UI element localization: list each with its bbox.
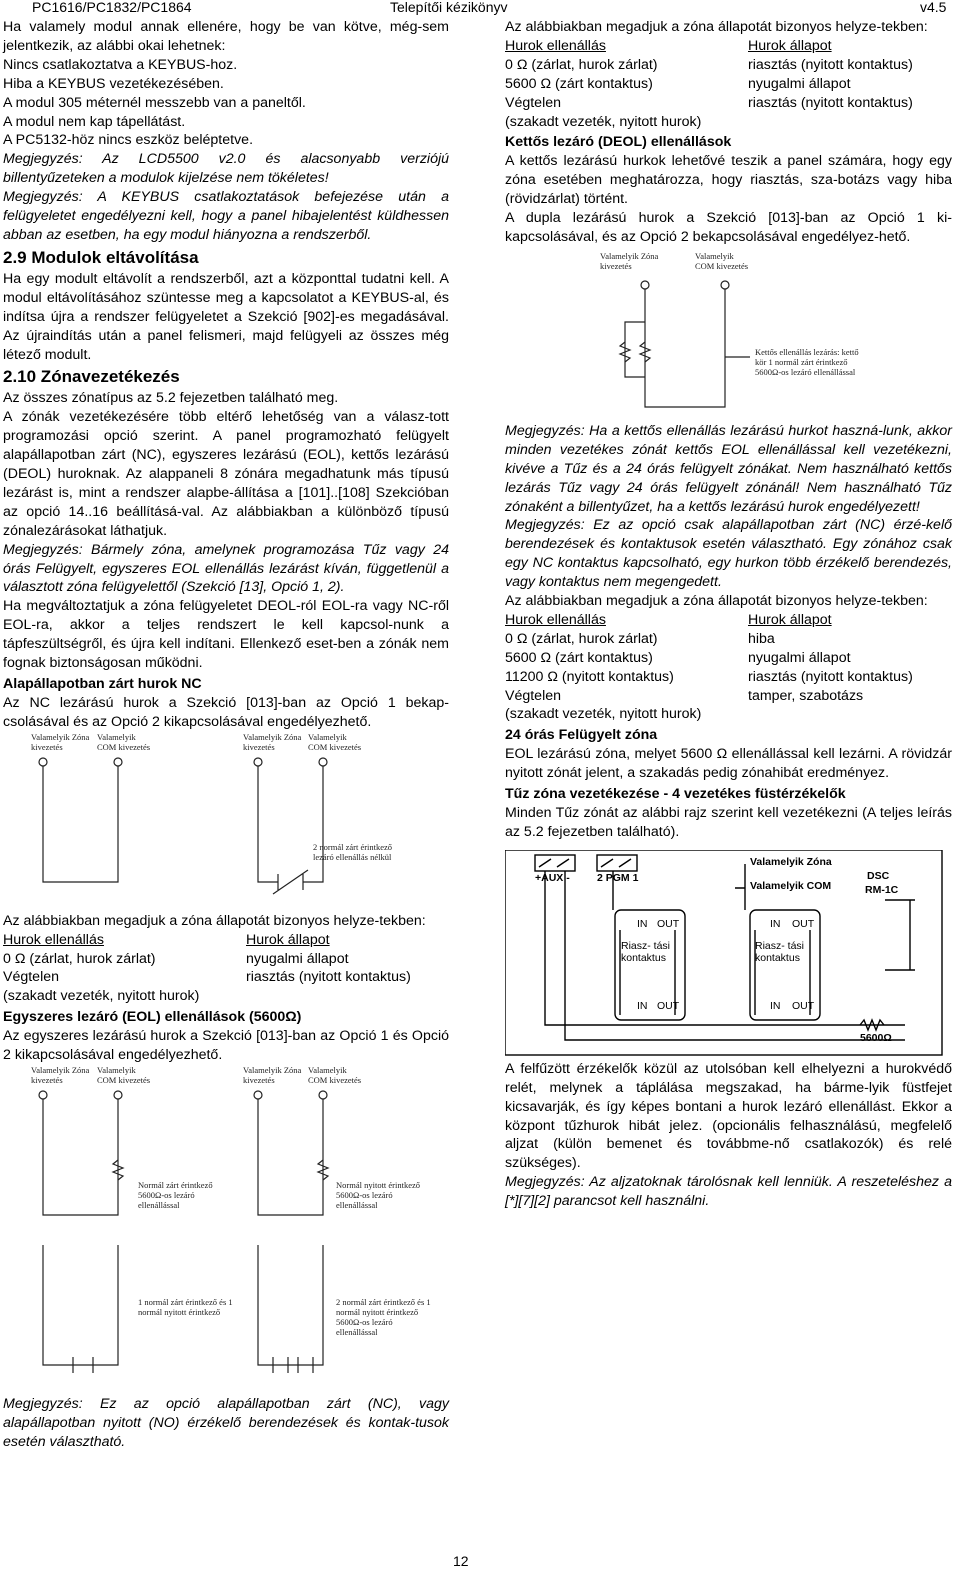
table-header (505, 37, 952, 56)
column-header: Hurok ellenállás (505, 611, 606, 628)
column-header: Hurok ellenállás (505, 37, 606, 54)
out-label: OUT (657, 917, 680, 930)
table-cell: (szakadt vezeték, nyitott hurok) (505, 113, 702, 130)
table-row (505, 94, 952, 113)
com-terminal-label: Valamelyik COM kivezetés (308, 1064, 362, 1085)
table-row (505, 705, 952, 724)
header-version: v4.5 (920, 0, 947, 15)
table-cell: 0 Ω (zárlat, hurok zárlat) (505, 630, 658, 647)
fire-zone-diagram (505, 850, 952, 1060)
table-cell: nyugalmi állapot (748, 75, 851, 92)
table-row (505, 668, 952, 687)
contact-label: Normál nyitott érintkező 5600Ω-os lezáró ellenállással (336, 1179, 421, 1210)
table-cell: riasztás (nyitott kontaktus) (748, 668, 913, 685)
paragraph: A felfűzött érzékelők közül az utolsóban kell elhelyezni a hurokvédő relét, melynek a táplálása megszakad, ha bárme-lyik füstfejet kicsavarják, és így képes bontani a hurok lezáró ellenállást. Ekkor a központ tűzhurok hibát jelez. (opcionális felhasználású, megfelelő aljzat (külön bemenet és továbbme-nő csatlakozók) és relé szükséges). (505, 1060, 952, 1172)
paragraph: Az alábbiakban megadjuk a zóna állapotát bizonyos helyze-tekben: (3, 912, 426, 929)
subheading: Egyszeres lezáró (EOL) ellenállások (5600Ω) (3, 1009, 302, 1026)
zone-terminal-label: Valamelyik Zóna kivezetés (31, 1064, 90, 1085)
eol-circuit-icon (3, 1065, 443, 1395)
table-row (505, 649, 952, 668)
resistor-label: 5600Ω (860, 1031, 892, 1044)
table-cell: Végtelen (3, 969, 60, 986)
paragraph: A kettős lezárású hurkok lehetővé teszik a panel számára, hogy egy zóna esetében meghatározza, hogy riasztás, sza-botázs vagy hiba (rövidzárlat) történt. (505, 153, 952, 208)
aux-label: +AUX - (535, 871, 570, 884)
paragraph: Ha valamely modul annak ellenére, hogy be van kötve, még-sem jelentkezik, az alábbi okai lehetnek: (3, 19, 449, 54)
deol-circuit-icon (505, 247, 945, 422)
com-terminal-label: Valamelyik COM kivezetés (97, 1064, 151, 1085)
paragraph: Az egyszeres lezárású hurok a Szekció [013]-ban az Opció 1 és Opció 2 kikapcsolásával engedélyezhető. (3, 1028, 449, 1064)
note: Megjegyzés: Az aljzatoknak tárolósnak kell lenniük. A reszeteléshez a [*][7][2] parancsot kell használni. (505, 1174, 952, 1210)
table-row (3, 950, 449, 969)
table-cell: tamper, szabotázs (748, 687, 864, 704)
column-header: Hurok állapot (748, 37, 832, 54)
zone-label: Valamelyik Zóna (750, 855, 832, 868)
in-label: IN (770, 917, 781, 930)
table-cell: riasztás (nyitott kontaktus) (748, 94, 913, 111)
paragraph: Minden Tűz zónát az alábbi rajz szerint kell vezetékezni (A teljes leírás az 5.2 fejezetben található). (505, 805, 952, 840)
com-terminal-label: Valamelyik COM kivezetés (97, 731, 151, 752)
paragraph: Az alábbiakban megadjuk a zóna állapotát bizonyos helyze-tekben: (505, 593, 928, 610)
note: Megjegyzés: Ez az opció alapállapotban zárt (NC), vagy alapállapotban nyitott (NO) érzékelő berendezések és kontak-tusok esetén választható. (3, 1395, 449, 1450)
zone-terminal-label: Valamelyik Zóna kivezetés (243, 1064, 302, 1085)
header-title: Telepítői kézikönyv (390, 0, 508, 15)
table-header (3, 931, 449, 950)
zone-terminal-label: Valamelyik Zóna kivezetés (600, 250, 659, 271)
list-item: A modul 305 méternél messzebb van a paneltől. (3, 94, 306, 111)
column-header: Hurok állapot (246, 931, 330, 948)
in-label: IN (770, 999, 781, 1012)
contact-label: Riasz- tási kontaktus (621, 939, 671, 964)
paragraph: Ha megváltoztatjuk a zóna felügyeletet DEOL-ról EOL-ra vagy NC-ről EOL-ra, akkor a teljes rendszert le kell kapcsol-nunk a tápfeszültségről, és újra kell indítani. Ellenkező eset-ben a zónák nem fognak biztonságosan működni. (3, 598, 449, 672)
table-row (505, 56, 952, 75)
column-header: Hurok ellenállás (3, 931, 104, 948)
table-row (505, 630, 952, 649)
list-item: Nincs csatlakoztatva a KEYBUS-hoz. (3, 56, 238, 73)
zone-terminal-label: Valamelyik Zóna kivezetés (31, 731, 90, 752)
page-number: 12 (453, 1553, 469, 1569)
note: Megjegyzés: Ha a kettős ellenállás lezárású hurkot haszná-lunk, akkor minden vezetékes zónát kettős EOL ellenállással kell vezetékezni, kivéve a Tűz és a 24 órás felügyelt zónákat. Nem használható kettős lezárás Tűz vagy 24 órás felügyelt zónánál! Nem használható Tűz zónaként a billentyűzet, ha a kettős lezárású hurok engedélyezett! (505, 422, 952, 515)
relay-label: RM-1C (865, 883, 899, 896)
paragraph: Az NC lezárású hurok a Szekció [013]-ban az Opció 1 bekap-csolásával és az Opció 2 kikapcsolásával engedélyezhető. (3, 694, 449, 730)
paragraph: Az összes zónatípus az 5.2 fejezetben található meg. (3, 390, 339, 407)
list-item: A modul nem kap tápellátást. (3, 113, 186, 130)
zone-terminal-label: Valamelyik Zóna kivezetés (243, 731, 302, 752)
table-cell: Végtelen (505, 687, 562, 704)
table-cell (246, 987, 449, 1006)
table-cell: Végtelen (505, 94, 562, 111)
note: Megjegyzés: Ez az opció csak alapállapotban zárt (NC) érzé-kelő berendezések és kontaktusok esetén választható. Egy zónához csak egy NC kontaktus kapcsolható, egy hurkon több érzékelő berendezés, vagy kontaktus nem megengedett. (505, 517, 952, 591)
table-cell: 5600 Ω (zárt kontaktus) (505, 75, 653, 92)
page-header (0, 0, 960, 14)
note: Megjegyzés: A KEYBUS csatlakoztatások befejezése után a felügyeletet engedélyezni kell, hogy a panel hibajelentést küldhessen abban az esetben, ha egy modul hiányozna a rendszerből. (3, 189, 449, 243)
list-item: A PC5132-höz nincs eszköz beléptetve. (3, 132, 254, 149)
section-heading: 2.9 Modulok eltávolítása (3, 247, 199, 267)
table-cell (748, 113, 952, 132)
table-cell: nyugalmi állapot (246, 950, 349, 967)
table-cell: hiba (748, 630, 775, 647)
table-cell: riasztás (nyitott kontaktus) (246, 969, 411, 986)
out-label: OUT (657, 999, 680, 1012)
left-column (3, 18, 449, 1452)
contact-label: 1 normál zárt érintkező és 1 normál nyitott érintkező (138, 1296, 233, 1317)
contact-label: Riasz- tási kontaktus (755, 939, 805, 964)
table-row (505, 687, 952, 706)
table-cell: riasztás (nyitott kontaktus) (748, 56, 913, 73)
dsc-label: DSC (867, 869, 890, 882)
nc-circuit-icon (3, 732, 443, 912)
table-cell: (szakadt vezeték, nyitott hurok) (505, 706, 702, 723)
subheading: Kettős lezáró (DEOL) ellenállások (505, 134, 732, 151)
table-row (3, 968, 449, 987)
table-cell: 0 Ω (zárlat, hurok zárlat) (3, 950, 156, 967)
deol-wiring-diagram (505, 247, 952, 422)
contact-label: 2 normál zárt érintkező és 1 normál nyitott érintkező 5600Ω-os lezáró ellenállással (336, 1296, 431, 1337)
subheading: Tűz zóna vezetékezése - 4 vezetékes füstérzékelők (505, 786, 846, 803)
table-cell: (szakadt vezeték, nyitott hurok) (3, 988, 200, 1005)
out-label: OUT (792, 999, 815, 1012)
paragraph: Ha egy modult eltávolít a rendszerből, azt a központtal tudatni kell. A modul eltávolításához szüntesse meg a kapcsolatot a KEYBUS-al, és indítsa újra a rendszer felügyeletet a Szekció [902]-es megadásával. Az újraindítás után a panel felismeri, majd felügyeli az összes még létező modult. (3, 270, 449, 363)
table-cell: 11200 Ω (nyitott kontaktus) (505, 668, 674, 685)
com-label: Valamelyik COM (750, 879, 832, 892)
table-cell (748, 705, 952, 724)
nc-wiring-diagram (3, 732, 449, 912)
paragraph: A dupla lezárású hurok a Szekció [013]-ban az Opció 1 ki-kapcsolásával, és az Opció 2 bekapcsolásával engedélyez-hető. (505, 210, 952, 245)
section-heading: 2.10 Zónavezetékezés (3, 367, 180, 387)
header-model: PC1616/PC1832/PC1864 (32, 0, 192, 15)
table-cell: nyugalmi állapot (748, 649, 851, 666)
subheading: 24 órás Felügyelt zóna (505, 727, 658, 744)
pgm-label: 2 PGM 1 (597, 871, 639, 884)
eol-wiring-diagram (3, 1065, 449, 1395)
column-header: Hurok állapot (748, 611, 832, 628)
note: Megjegyzés: Bármely zóna, amelynek programozása Tűz vagy 24 órás Felügyelt, egyszeres EOL ellenállás lezárást kíván, függetlenül a választott zóna felügyelettől (Szekció [13], Opció 1, 2). (3, 541, 449, 596)
contact-label: Normál zárt érintkező 5600Ω-os lezáró ellenállással (138, 1179, 213, 1210)
paragraph: EOL lezárású zóna, melyet 5600 Ω ellenállással kell lezárni. A rövidzár nyitott zónát jelent, a szakadás pedig zónahibát eredményez. (505, 746, 952, 782)
table-cell: 0 Ω (zárlat, hurok zárlat) (505, 56, 658, 73)
contact-label: 2 normál zárt érintkező lezáró ellenállás nélkül (313, 841, 393, 862)
note: Megjegyzés: Az LCD5500 v2.0 és alacsonyabb verziójú billentyűzeteken a modulok kijelzése nem tökéletes! (3, 151, 449, 187)
paragraph: A zónák vezetékezésére több eltérő lehetőség van a válasz-tott programozási opció szerint. A panel programozható felügyelt alapállapotban zárt (NC), egyszeres lezárású (EOL), kettős lezárású (DEOL) huroknak. Az alappaneli 8 zónára megadhatunk más típusú lezárást is, mint a rendszer alapbe-állítása a [101]..[108] Szekcióban az opció 14..16 beállításá-val. Az alábbiakban a különböző típusú zónalezárásokat láthatjuk. (3, 409, 449, 539)
in-label: IN (637, 917, 648, 930)
subheading: Alapállapotban zárt hurok NC (3, 676, 202, 692)
in-label: IN (637, 999, 648, 1012)
table-row (505, 113, 952, 132)
out-label: OUT (792, 917, 815, 930)
paragraph: Az alábbiakban megadjuk a zóna állapotát bizonyos helyze-tekben: (505, 19, 928, 35)
contact-label: Kettős ellenállás lezárás: kettő kör 1 normál zárt érintkező 5600Ω-os lezáró ellenállással (755, 346, 859, 377)
table-row (3, 987, 449, 1006)
com-terminal-label: Valamelyik COM kivezetés (308, 731, 362, 752)
table-row (505, 75, 952, 94)
table-header (505, 611, 952, 630)
list-item: Hiba a KEYBUS vezetékezésében. (3, 75, 224, 92)
right-column (505, 18, 952, 1211)
com-terminal-label: Valamelyik COM kivezetés (695, 250, 749, 271)
table-cell: 5600 Ω (zárt kontaktus) (505, 649, 653, 666)
